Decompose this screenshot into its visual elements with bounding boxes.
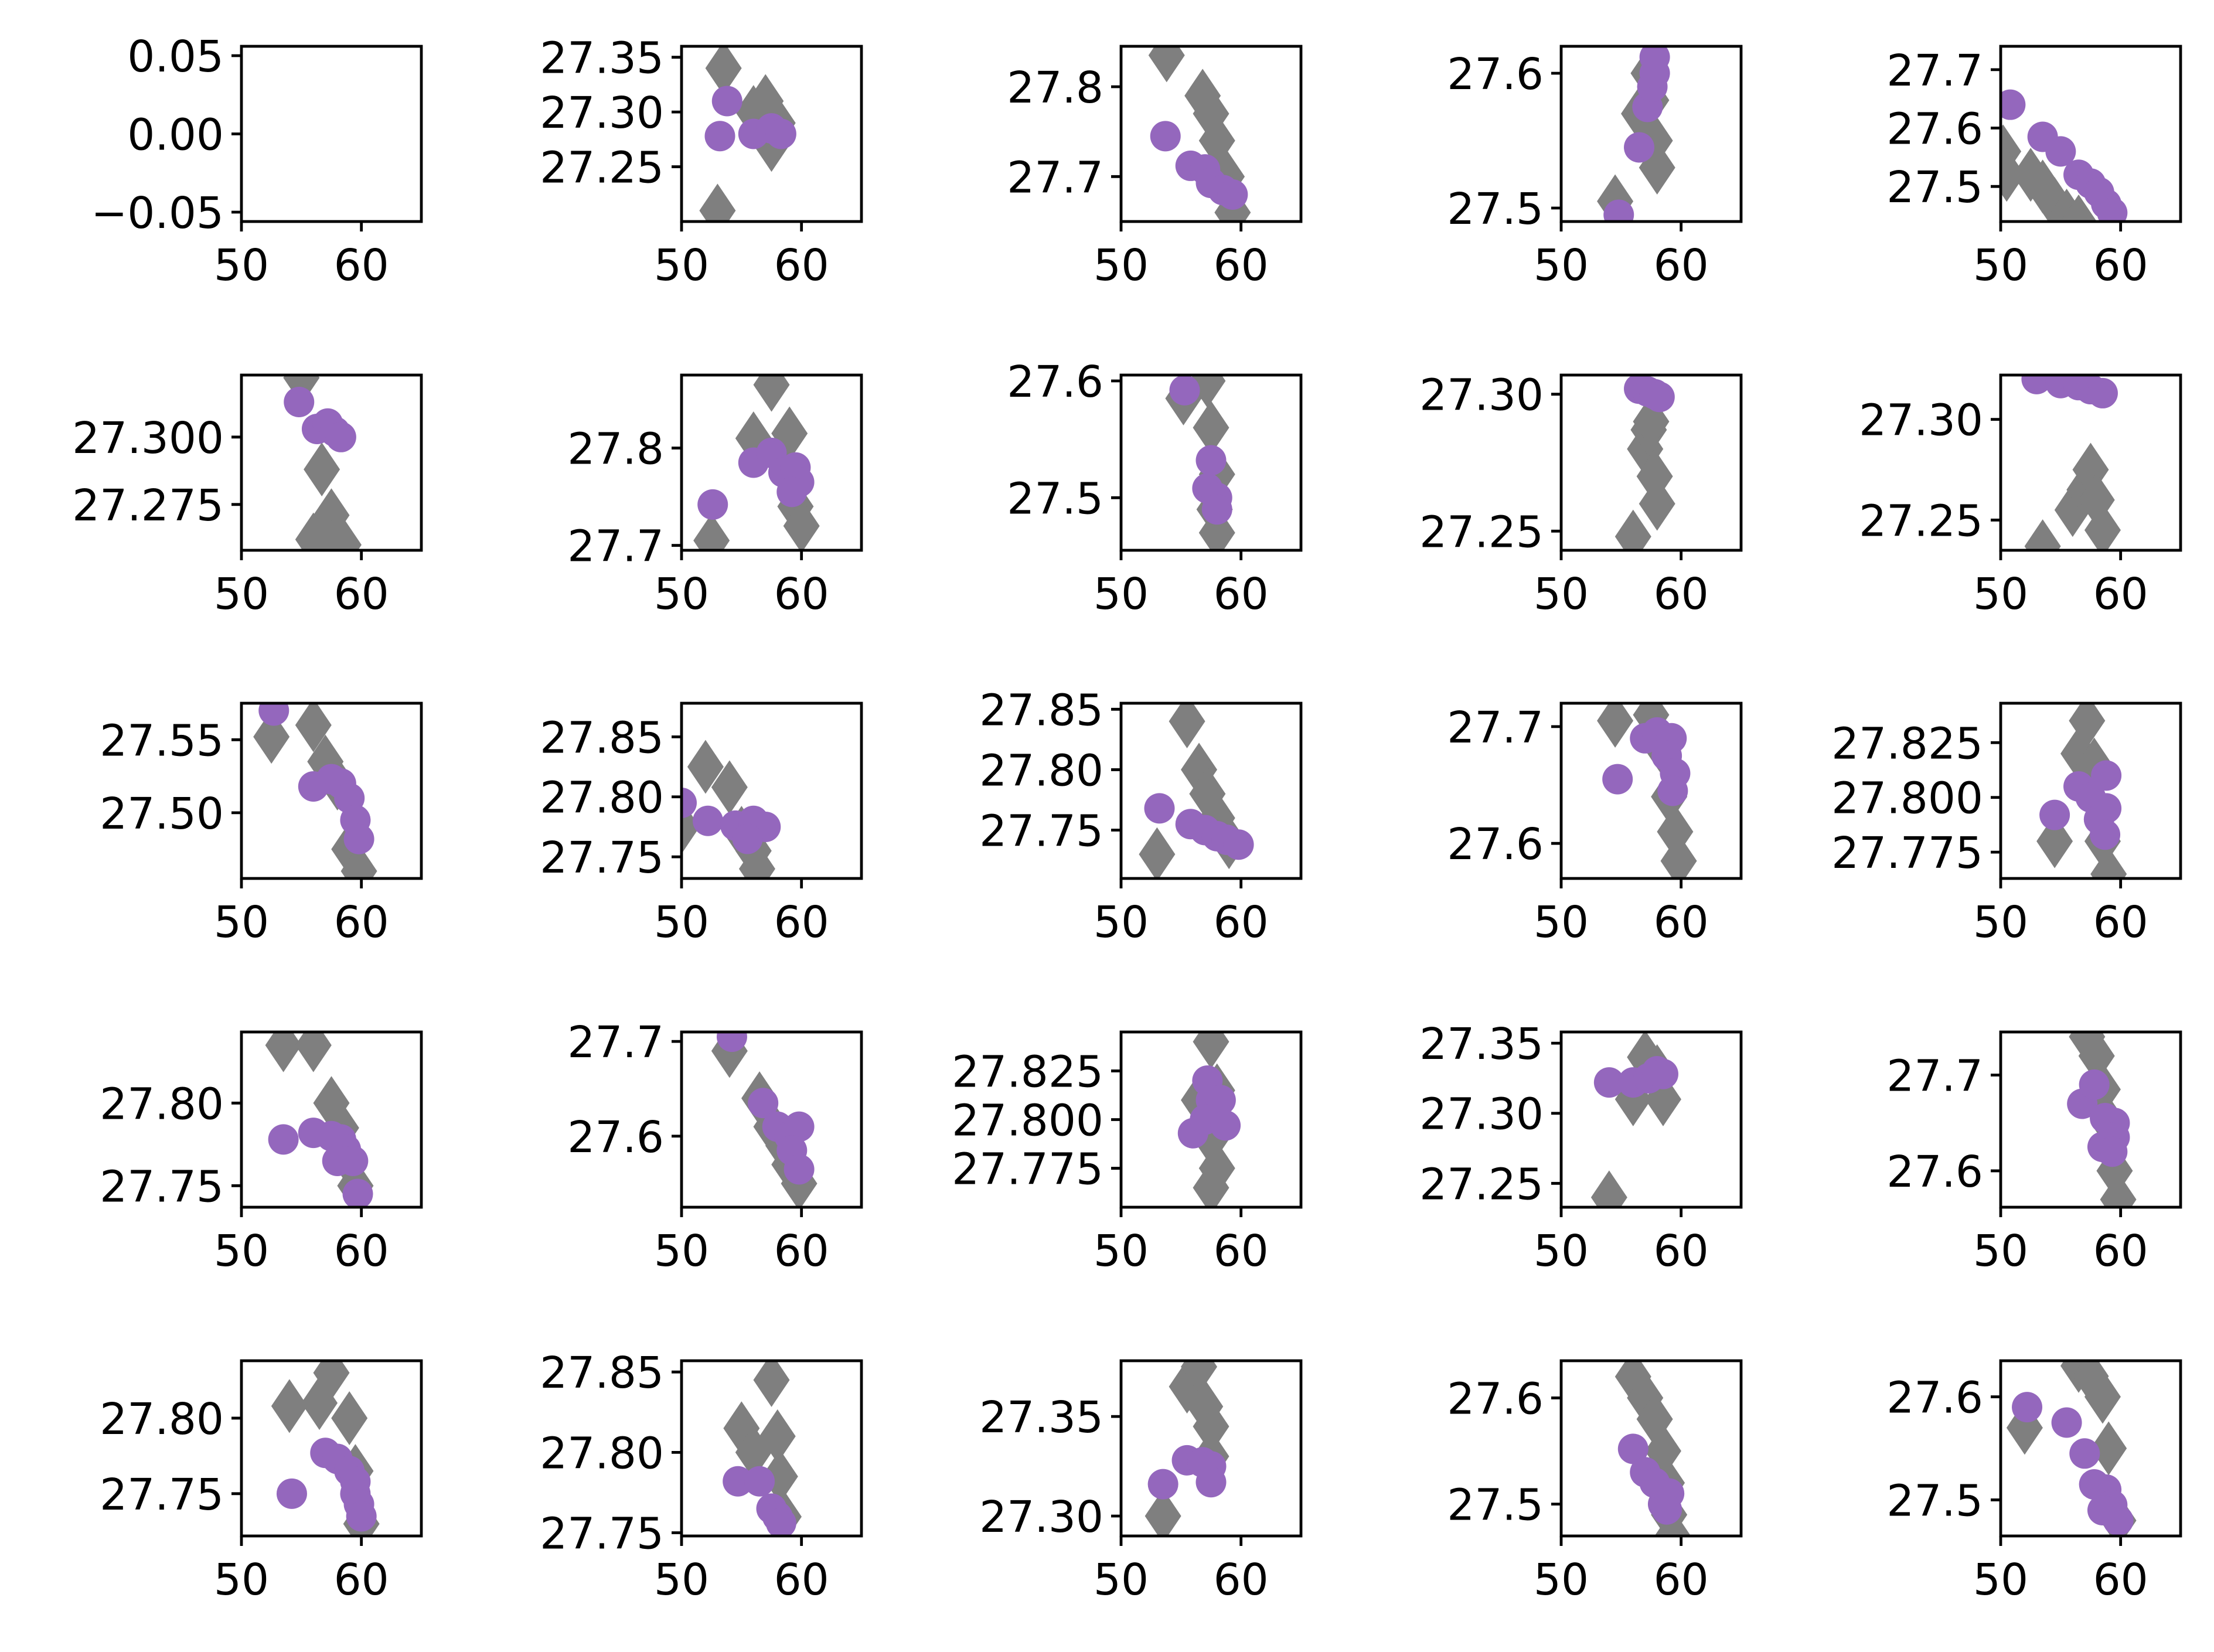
y-tick-label: 27.75 <box>100 1469 224 1520</box>
y-tick-label: 27.775 <box>1831 828 1983 879</box>
y-tick-label: 27.825 <box>1831 718 1983 769</box>
y-tick-label: 27.25 <box>1419 507 1544 558</box>
point-circle <box>2091 760 2121 791</box>
y-tick-label: 27.300 <box>72 413 224 464</box>
x-tick-label: 50 <box>1533 240 1589 291</box>
point-circle <box>1148 1469 1178 1500</box>
point-circle <box>1169 375 1200 406</box>
y-tick-label: 27.8 <box>1007 63 1103 113</box>
y-tick-label: 27.85 <box>540 1348 664 1399</box>
point-circle <box>1224 829 1254 860</box>
y-tick-label: 27.55 <box>100 716 224 767</box>
point-circle <box>1602 764 1633 795</box>
x-tick-label: 60 <box>774 1226 829 1276</box>
y-tick-label: 27.7 <box>1886 1051 1983 1102</box>
x-tick-label: 60 <box>1653 1555 1709 1605</box>
y-tick-label: 27.6 <box>1886 1146 1983 1197</box>
point-circle <box>344 824 374 854</box>
x-tick-label: 50 <box>213 569 270 619</box>
y-tick-label: 27.35 <box>540 33 664 84</box>
y-tick-label: 27.6 <box>1886 104 1983 155</box>
point-circle <box>2039 800 2070 830</box>
point-circle <box>1648 1059 1678 1089</box>
y-tick-label: 27.80 <box>100 1394 224 1445</box>
y-tick-label: 27.30 <box>1859 395 1983 446</box>
x-tick-label: 60 <box>1653 569 1709 619</box>
y-tick-label: 27.7 <box>1886 45 1983 96</box>
y-tick-label: 27.75 <box>979 806 1103 857</box>
y-tick-label: 27.30 <box>1419 370 1544 421</box>
x-tick-label: 50 <box>1973 1555 2029 1605</box>
x-tick-label: 60 <box>333 569 389 619</box>
y-tick-label: 27.5 <box>1886 1476 1983 1527</box>
x-tick-label: 60 <box>1213 1226 1269 1276</box>
x-tick-label: 60 <box>333 1226 389 1276</box>
y-tick-label: 27.7 <box>1447 702 1544 753</box>
x-tick-label: 50 <box>1973 897 2029 948</box>
point-circle <box>2012 1392 2042 1422</box>
y-tick-label: 27.6 <box>1447 1374 1544 1425</box>
x-tick-label: 50 <box>653 897 710 948</box>
point-circle <box>343 1178 373 1209</box>
point-circle <box>1210 1110 1241 1140</box>
point-circle <box>2091 793 2121 823</box>
point-circle <box>1644 382 1675 412</box>
x-tick-label: 50 <box>1093 240 1149 291</box>
point-circle <box>2103 1505 2134 1536</box>
x-tick-label: 60 <box>2093 1226 2148 1276</box>
point-circle <box>704 121 735 151</box>
y-tick-label: 27.775 <box>952 1144 1103 1195</box>
point-circle <box>346 1501 377 1531</box>
x-tick-label: 60 <box>1653 240 1709 291</box>
x-tick-label: 60 <box>333 897 389 948</box>
y-tick-label: 27.800 <box>952 1095 1103 1146</box>
y-tick-label: 27.75 <box>100 1161 224 1212</box>
point-circle <box>277 1479 307 1509</box>
y-tick-label: 27.5 <box>1447 184 1544 234</box>
x-tick-label: 50 <box>653 240 710 291</box>
y-tick-label: −0.05 <box>91 188 224 239</box>
point-circle <box>2087 378 2118 408</box>
point-circle <box>268 1124 299 1154</box>
x-tick-label: 50 <box>1093 1226 1149 1276</box>
point-circle <box>766 1508 796 1538</box>
y-tick-label: 27.825 <box>952 1047 1103 1098</box>
y-tick-label: 27.35 <box>979 1392 1103 1443</box>
x-tick-label: 50 <box>1093 569 1149 619</box>
point-circle <box>284 387 314 417</box>
y-tick-label: 27.80 <box>540 1428 664 1479</box>
point-circle <box>1196 1467 1227 1497</box>
x-tick-label: 60 <box>333 1555 389 1605</box>
x-tick-label: 60 <box>1213 897 1269 948</box>
point-circle <box>776 476 807 507</box>
y-tick-label: 27.5 <box>1447 1480 1544 1531</box>
y-tick-label: 27.6 <box>1447 819 1544 870</box>
x-tick-label: 60 <box>333 240 389 291</box>
x-tick-label: 50 <box>1973 240 2029 291</box>
point-circle <box>784 1154 815 1184</box>
y-tick-label: 27.30 <box>979 1492 1103 1543</box>
x-tick-label: 50 <box>1533 897 1589 948</box>
x-tick-label: 60 <box>1653 897 1709 948</box>
y-tick-label: 27.6 <box>1886 1372 1983 1423</box>
y-tick-label: 27.80 <box>979 745 1103 796</box>
x-tick-label: 50 <box>1533 1226 1589 1276</box>
y-tick-label: 27.5 <box>1007 474 1103 524</box>
y-tick-label: 27.275 <box>72 480 224 531</box>
x-tick-label: 50 <box>1973 1226 2029 1276</box>
x-tick-label: 60 <box>2093 1555 2148 1605</box>
x-tick-label: 60 <box>1213 240 1269 291</box>
y-tick-label: 27.25 <box>1419 1159 1544 1210</box>
point-circle <box>2097 1136 2127 1167</box>
point-circle <box>2079 1069 2110 1100</box>
point-circle <box>2069 1438 2100 1469</box>
point-circle <box>322 1146 353 1176</box>
y-tick-label: 27.7 <box>1007 152 1103 203</box>
y-tick-label: 27.6 <box>567 1112 664 1163</box>
point-circle <box>1217 179 1248 210</box>
x-tick-label: 60 <box>2093 240 2148 291</box>
point-circle <box>1651 1494 1682 1525</box>
x-tick-label: 60 <box>774 1555 829 1605</box>
point-circle <box>766 119 796 149</box>
point-circle <box>712 86 742 116</box>
y-tick-label: 27.80 <box>100 1079 224 1130</box>
point-circle <box>1202 494 1232 524</box>
x-tick-label: 60 <box>1213 1555 1269 1605</box>
x-tick-label: 50 <box>1093 1555 1149 1605</box>
x-tick-label: 50 <box>653 569 710 619</box>
x-tick-label: 50 <box>653 1226 710 1276</box>
y-tick-label: 27.25 <box>540 142 664 193</box>
x-tick-label: 50 <box>1973 569 2029 619</box>
point-circle <box>733 823 763 854</box>
point-circle <box>2090 819 2120 850</box>
x-tick-label: 60 <box>774 240 829 291</box>
y-tick-label: 27.30 <box>540 88 664 139</box>
y-tick-label: 27.35 <box>1419 1019 1544 1070</box>
y-tick-label: 27.8 <box>567 424 664 475</box>
y-tick-label: 0.05 <box>127 32 224 83</box>
x-tick-label: 50 <box>213 1226 270 1276</box>
point-circle <box>1196 445 1227 476</box>
x-tick-label: 60 <box>2093 569 2148 619</box>
y-tick-label: 27.75 <box>540 1508 664 1559</box>
y-tick-label: 27.800 <box>1831 773 1983 824</box>
x-tick-label: 50 <box>213 240 270 291</box>
point-circle <box>1657 776 1688 806</box>
x-tick-label: 50 <box>1533 1555 1589 1605</box>
x-tick-label: 50 <box>213 1555 270 1605</box>
point-circle <box>1144 793 1174 823</box>
y-tick-label: 27.80 <box>540 772 664 823</box>
y-tick-label: 27.50 <box>100 788 224 839</box>
point-circle <box>744 1466 775 1497</box>
y-tick-label: 0.00 <box>127 110 224 161</box>
point-circle <box>326 422 356 452</box>
x-tick-label: 60 <box>774 569 829 619</box>
point-circle <box>697 489 728 520</box>
x-tick-label: 50 <box>213 897 270 948</box>
y-tick-label: 27.85 <box>540 713 664 764</box>
y-tick-label: 27.6 <box>1007 356 1103 407</box>
y-tick-label: 27.7 <box>567 521 664 572</box>
x-tick-label: 60 <box>1213 569 1269 619</box>
x-tick-label: 50 <box>1533 569 1589 619</box>
point-circle <box>1624 132 1654 163</box>
y-tick-label: 27.6 <box>1447 49 1544 100</box>
y-tick-label: 27.30 <box>1419 1089 1544 1140</box>
x-tick-label: 60 <box>774 897 829 948</box>
point-circle <box>2052 1408 2082 1438</box>
y-tick-label: 27.5 <box>1886 162 1983 213</box>
y-tick-label: 27.75 <box>540 833 664 884</box>
x-tick-label: 50 <box>653 1555 710 1605</box>
x-tick-label: 50 <box>1093 897 1149 948</box>
y-tick-label: 27.7 <box>567 1017 664 1068</box>
y-tick-label: 27.25 <box>1859 496 1983 547</box>
point-circle <box>1150 121 1181 151</box>
point-circle <box>693 806 723 836</box>
y-tick-label: 27.85 <box>979 685 1103 736</box>
x-tick-label: 60 <box>2093 897 2148 948</box>
x-tick-label: 60 <box>1653 1226 1709 1276</box>
